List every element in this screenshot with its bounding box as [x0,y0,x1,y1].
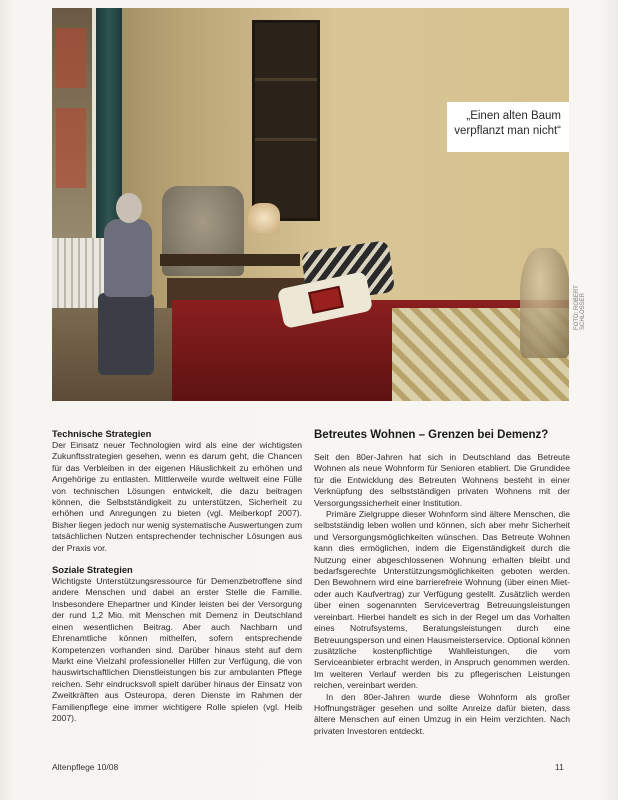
left-column [52,428,302,724]
room-photo [52,8,569,401]
body-paragraph: Seit den 80er-Jahren hat sich in Deutschland das Betreute Wohnen als neue Wohnform für Senioren etabliert. Die Grundidee für die Entwicklung des Betreuten Wohnens besteht in einer Verknüpfung des selbstständigen privaten Wohnens mit der Versorgungssicherheit einer Institution. [314,452,570,508]
section-heading: Soziale Strategien [52,564,133,576]
page-number: 11 [555,762,564,772]
elderly-man [92,193,162,383]
window [52,8,96,248]
footer-publication: Altenpflege 10/08 [52,762,119,772]
body-paragraph: Der Einsatz neuer Technologien wird als eine der wichtigsten Zukunftsstrategien gesehen, wenn es darum geht, die Chancen für das Verbleiben in der eigenen Häuslichkeit zu erhöhen und Angehörige zu entlasten. Mittlerweile wurde weltweit eine Fülle von technischen Lösungen entwickelt, die dazu beitragen können, die Selbstständigkeit zu unterstützen, Sicherheit zu erhöhen und Anregungen zu bieten (vgl. Meiberkopf 2007). Bisher liegen jedoch nur wenig systematische Auswertungen zum tatsächlichen Nutzen entsprechender technischer Lösungen aus der Praxis vor. [52,440,302,553]
section-heading: Technische Strategien [52,428,152,439]
table-lamp [248,203,280,233]
pull-quote-box [447,102,569,152]
body-paragraph: Primäre Zielgruppe dieser Wohnform sind ältere Menschen, die selbstständig leben wollen und können, sich aber mehr Sicherheit und Versorgungsmöglichkeiten wünschen. Das Betreute Wohnen kann dies ermöglichen, indem die Eigenständigkeit durch die Nutzung einer abgeschlossenen Wohnung erhalten bleibt und bedarfsgerechte Unterstützungsmöglichkeiten geboten werden. Den Bewohnern wird eine barrierefreie Wohnung (über einen Miet- oder auch Kaufvertrag) zur Verfügung gestellt. Zusätzlich werden über einen sogenannten Servicevertrag Betreuungsleistungen vereinbart. Hierbei handelt es sich in der Regel um das Vorhalten eines Notrufsystems, Beratungsleistungen durch eine Betreuungsperson und einen Hausmeisterservice. Optional können zusätzliche kostenpflichtige Wahlleistungen, die vom Serviceanbieter erbracht werden, in Anspruch genommen werden. Im weiteren Verlauf werden bis zu pflegerischen Leistungen reichen, vereinbart werden. [314,509,570,691]
body-paragraph: In den 80er-Jahren wurde diese Wohnform als großer Hoffnungsträger gesehen und sollte Anreize dafür bieten, dass ältere Menschen auf einen Umzug in ein Heim verzichten. Nach privaten Investoren entdeckt. [314,691,570,736]
wall-shelf [252,20,320,221]
body-paragraph: Wichtigste Unterstützungsressource für Demenzbetroffene sind andere Menschen und dabei an erster Stelle die Familie. Insbesondere Ehepartner und Kinder leisten bei der Versorgung der rund 1,2 Mio. mit Menschen mit Demenz in Deutschland einen wesentlichen Beitrag. Aber auch Nachbarn und Ehrenamtliche können mithelfen, sofern entsprechende Kompetenzen vorhanden sind. Darüber hinaus steht auf dem Markt eine Vielzahl professioneller Hilfen zur Verfügung, die von hauswirtschaftlichen Dienstleistungen bis zur ambulanten Pflege reichen. Sehr eindrucksvoll spielt darüber hinaus der Einsatz von Zweitkräften aus Osteuropa, deren Dienste im Rahmen der Familienpflege eine immer wichtigere Rolle spielen (vgl. Heib 2007). [52,576,302,723]
right-column [314,428,570,737]
article-heading: Betreutes Wohnen – Grenzen bei Demenz? [314,429,549,441]
plant [520,248,569,358]
photo-credit: FOTO: ROBERT SCHLOSSER [574,285,586,330]
pull-quote: „Einen alten Baum verpflanzt man nicht“ [454,110,561,137]
